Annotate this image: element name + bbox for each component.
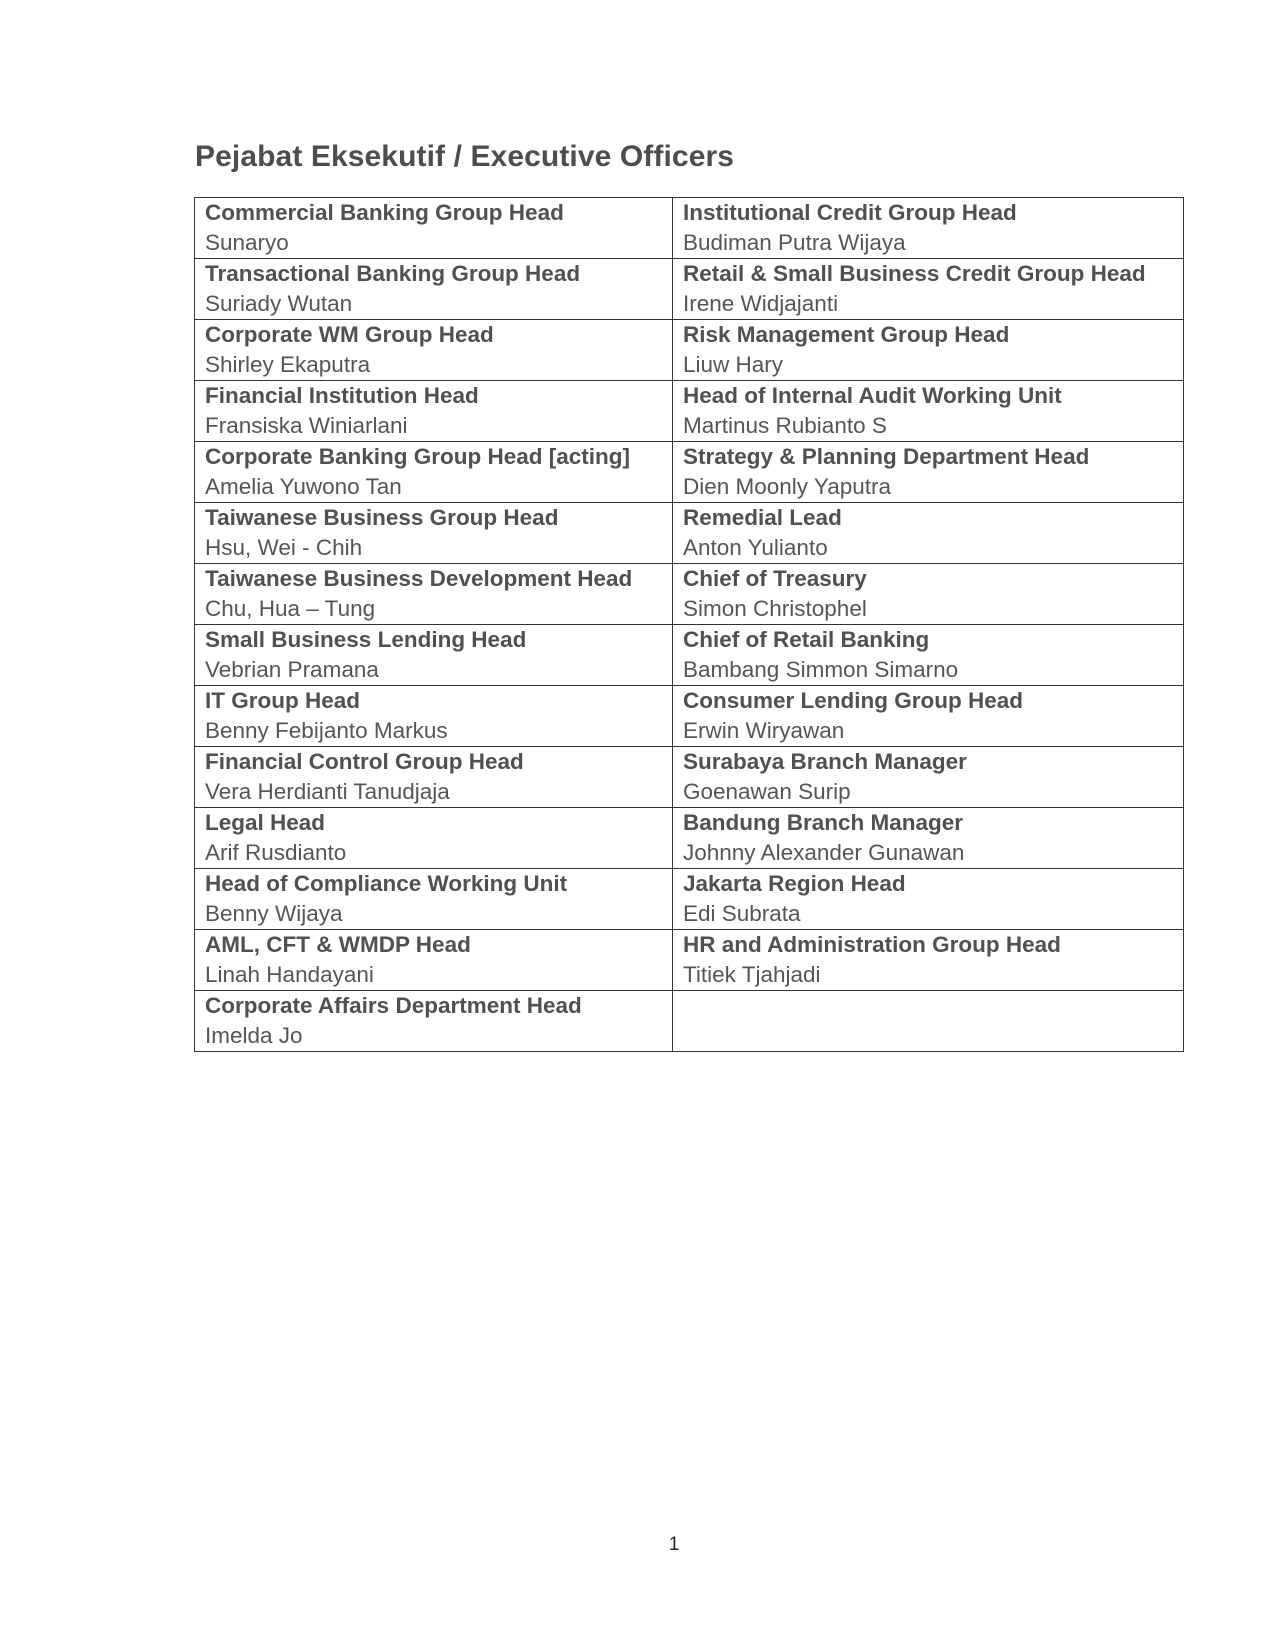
- table-row: [195, 198, 1184, 259]
- officer-cell: [195, 442, 673, 503]
- officer-position: Commercial Banking Group Head: [205, 200, 564, 225]
- officer-position: Corporate WM Group Head: [205, 322, 494, 347]
- officer-name: Dien Moonly Yaputra: [683, 474, 892, 499]
- officer-cell: [673, 442, 1184, 503]
- officer-cell: [673, 625, 1184, 686]
- officer-name: Anton Yulianto: [683, 535, 828, 560]
- officer-position: Retail & Small Business Credit Group Head: [683, 261, 1146, 286]
- officer-cell: [195, 625, 673, 686]
- officer-cell: [673, 259, 1184, 320]
- officer-position: Risk Management Group Head: [683, 322, 1010, 347]
- officer-name: Vera Herdianti Tanudjaja: [205, 779, 450, 804]
- table-row: [195, 869, 1184, 930]
- officer-name: Fransiska Winiarlani: [205, 413, 408, 438]
- table-row: [195, 381, 1184, 442]
- officer-cell: [195, 991, 673, 1052]
- officer-cell: [195, 564, 673, 625]
- officer-cell: [673, 320, 1184, 381]
- officer-name: Titiek Tjahjadi: [683, 962, 821, 987]
- officer-name: Simon Christophel: [683, 596, 867, 621]
- officer-position: Financial Control Group Head: [205, 749, 524, 774]
- table-row: [195, 747, 1184, 808]
- officer-name: Benny Wijaya: [205, 901, 343, 926]
- officer-position: Remedial Lead: [683, 505, 842, 530]
- table-row: [195, 625, 1184, 686]
- officer-name: Chu, Hua – Tung: [205, 596, 376, 621]
- officer-name: Irene Widjajanti: [683, 291, 839, 316]
- officer-position: Strategy & Planning Department Head: [683, 444, 1090, 469]
- officer-position: AML, CFT & WMDP Head: [205, 932, 471, 957]
- officer-position: Corporate Affairs Department Head: [205, 993, 582, 1018]
- officer-position: Financial Institution Head: [205, 383, 479, 408]
- officer-name: Martinus Rubianto S: [683, 413, 887, 438]
- officer-cell: [673, 564, 1184, 625]
- officer-position: Chief of Retail Banking: [683, 627, 930, 652]
- officer-position: Jakarta Region Head: [683, 871, 906, 896]
- officer-name: Bambang Simmon Simarno: [683, 657, 959, 682]
- officer-cell: [195, 869, 673, 930]
- officer-position: Small Business Lending Head: [205, 627, 527, 652]
- officer-position: Surabaya Branch Manager: [683, 749, 967, 774]
- table-row: [195, 930, 1184, 991]
- officer-name: Arif Rusdianto: [205, 840, 347, 865]
- officer-name: Vebrian Pramana: [205, 657, 379, 682]
- executive-officers-table: [194, 197, 1184, 1052]
- table-row: [195, 259, 1184, 320]
- officer-cell: [195, 320, 673, 381]
- officer-cell: [195, 747, 673, 808]
- officer-cell: [195, 686, 673, 747]
- officer-cell: [673, 930, 1184, 991]
- officer-name: Goenawan Surip: [683, 779, 851, 804]
- officer-position: Transactional Banking Group Head: [205, 261, 581, 286]
- table-row: [195, 564, 1184, 625]
- officer-cell: [673, 503, 1184, 564]
- officer-position: Institutional Credit Group Head: [683, 200, 1017, 225]
- officer-cell: [673, 747, 1184, 808]
- table-row: [195, 442, 1184, 503]
- officer-name: Linah Handayani: [205, 962, 374, 987]
- table-row: [195, 808, 1184, 869]
- officer-cell: [673, 381, 1184, 442]
- officer-position: IT Group Head: [205, 688, 361, 713]
- officer-cell: [673, 808, 1184, 869]
- officer-position: HR and Administration Group Head: [683, 932, 1061, 957]
- officer-position: Head of Internal Audit Working Unit: [683, 383, 1062, 408]
- officer-name: Liuw Hary: [683, 352, 784, 377]
- officer-name: Erwin Wiryawan: [683, 718, 845, 743]
- empty-cell: [673, 991, 1184, 1052]
- table-row: [195, 991, 1184, 1052]
- officer-position: Taiwanese Business Development Head: [205, 566, 633, 591]
- officer-cell: [195, 930, 673, 991]
- officer-name: Sunaryo: [205, 230, 289, 255]
- officer-cell: [195, 808, 673, 869]
- page-number: 1: [668, 1534, 680, 1555]
- officers-table-body: [195, 198, 1184, 1052]
- officer-name: Budiman Putra Wijaya: [683, 230, 906, 255]
- officer-position: Head of Compliance Working Unit: [205, 871, 568, 896]
- page-title: Pejabat Eksekutif / Executive Officers: [195, 140, 735, 173]
- officer-name: Imelda Jo: [205, 1023, 303, 1048]
- officer-cell: [673, 686, 1184, 747]
- officer-cell: [195, 503, 673, 564]
- officer-name: Hsu, Wei - Chih: [205, 535, 363, 560]
- officer-name: Johnny Alexander Gunawan: [683, 840, 965, 865]
- officer-cell: [195, 259, 673, 320]
- officer-name: Amelia Yuwono Tan: [205, 474, 402, 499]
- officer-cell: [673, 869, 1184, 930]
- officer-cell: [673, 198, 1184, 259]
- officer-position: Corporate Banking Group Head [acting]: [205, 444, 631, 469]
- officer-cell: [195, 198, 673, 259]
- officer-position: Chief of Treasury: [683, 566, 867, 591]
- officer-cell: [195, 381, 673, 442]
- table-row: [195, 320, 1184, 381]
- officer-position: Bandung Branch Manager: [683, 810, 964, 835]
- officer-name: Benny Febijanto Markus: [205, 718, 448, 743]
- officer-position: Consumer Lending Group Head: [683, 688, 1024, 713]
- officer-name: Shirley Ekaputra: [205, 352, 371, 377]
- officer-position: Legal Head: [205, 810, 326, 835]
- table-row: [195, 503, 1184, 564]
- officer-name: Suriady Wutan: [205, 291, 353, 316]
- officer-name: Edi Subrata: [683, 901, 801, 926]
- officer-position: Taiwanese Business Group Head: [205, 505, 559, 530]
- table-row: [195, 686, 1184, 747]
